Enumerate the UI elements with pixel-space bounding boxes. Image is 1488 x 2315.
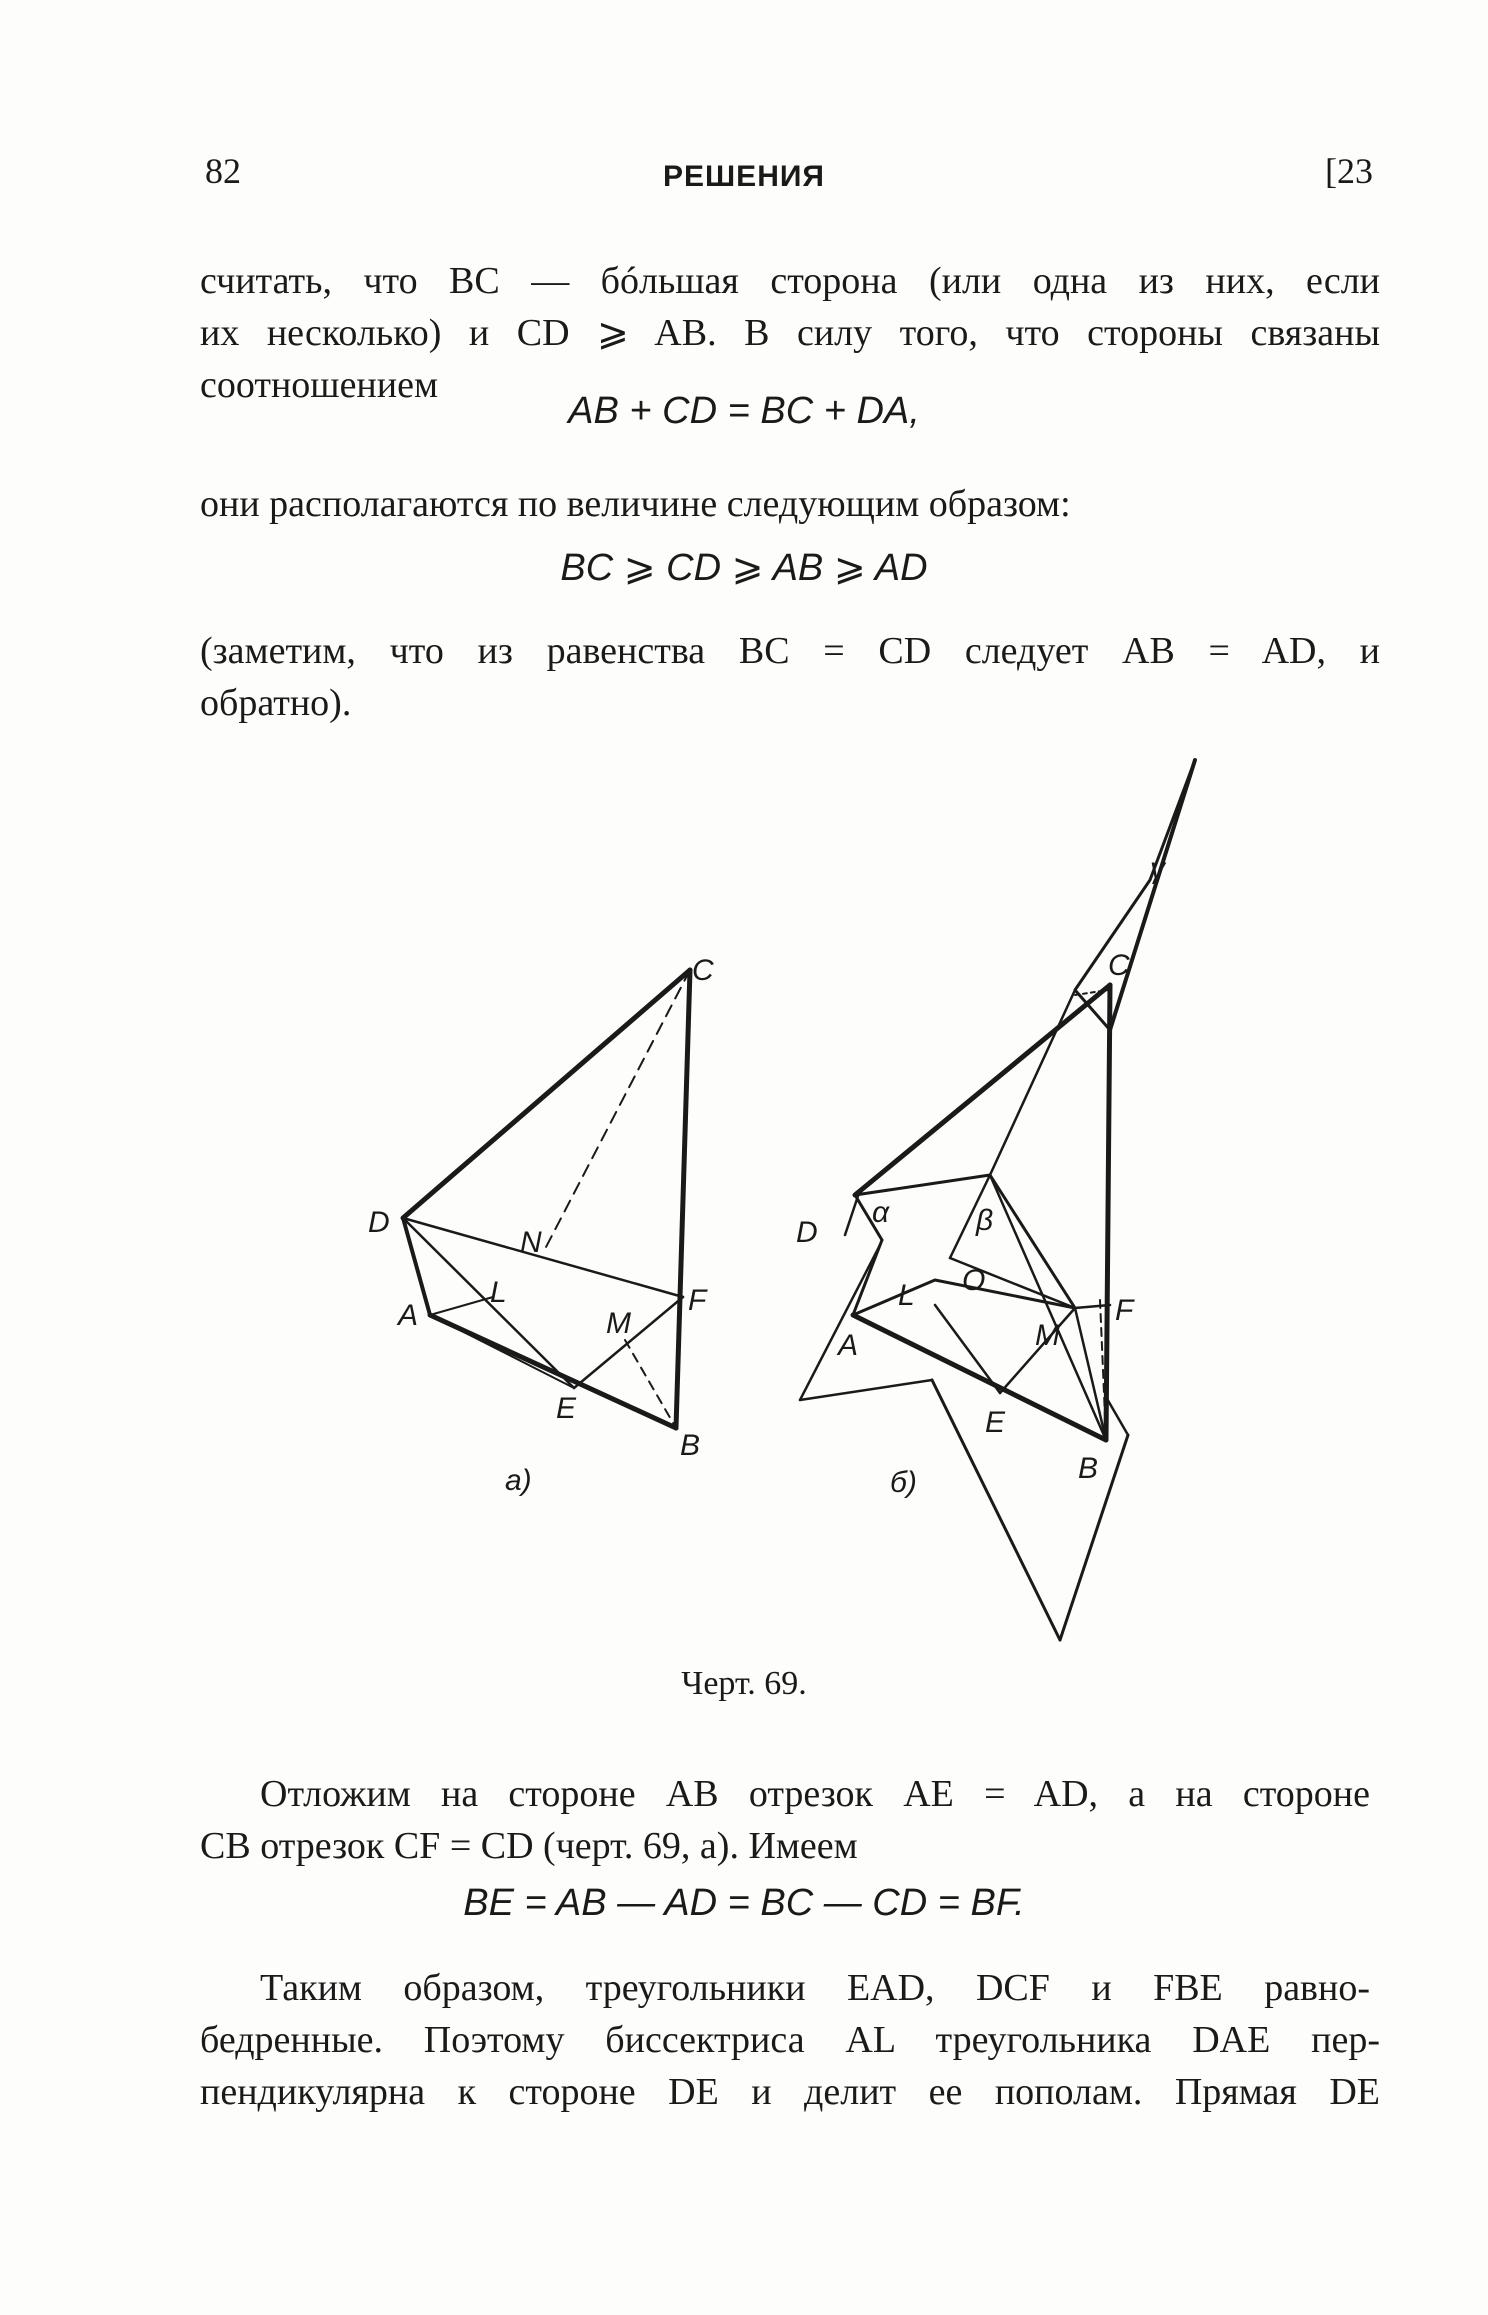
paragraph-conclusion-cont — [200, 2014, 1380, 2118]
running-title: РЕШЕНИЯ — [663, 160, 825, 193]
point-label-gamma-b: γ — [1150, 852, 1165, 885]
point-label-n-a: N — [520, 1226, 542, 1259]
point-label-c-b: C — [1108, 949, 1130, 982]
text-line: соотношением — [200, 364, 439, 406]
text-line: они располагаются по величине следующим образом: — [200, 483, 1071, 525]
page-number: 82 — [205, 151, 241, 191]
point-label-m-b: M — [1035, 1319, 1060, 1352]
figure-caption: Черт. 69. — [681, 1665, 807, 1702]
panel-a-label: a) — [505, 1464, 532, 1497]
text-line: обратно). — [200, 682, 352, 724]
point-label-f-b: F — [1115, 1294, 1134, 1327]
point-label-c-a: C — [692, 954, 714, 987]
point-label-a-a: A — [398, 1299, 419, 1332]
text-line: Таким образом, треугольники EAD, DCF и FBE равно- — [260, 1967, 1370, 2009]
paragraph-construction — [260, 1768, 1370, 1820]
section-number: [23 — [1325, 151, 1373, 191]
panel-b-drawing — [800, 760, 1195, 1640]
point-label-e-b: E — [985, 1406, 1006, 1439]
text-line: считать, что BC — бóльшая сторона (или одна из них, если — [200, 260, 1380, 302]
formula-inequality: BC ⩾ CD ⩾ AB ⩾ AD — [560, 547, 928, 589]
formula-difference: BE = AB — AD = BC — CD = BF. — [463, 1882, 1025, 1924]
point-label-b-a: B — [680, 1429, 701, 1462]
text-line: пендикулярна к стороне DE и делит ее пополам. Прямая DE — [200, 2071, 1380, 2113]
text-line: их несколько) и CD ⩾ AB. В силу того, что стороны связаны — [200, 312, 1380, 354]
point-label-l-a: L — [490, 1276, 507, 1309]
point-label-a-b: A — [838, 1329, 859, 1362]
formula-sum: AB + CD = BC + DA, — [568, 390, 920, 432]
point-label-o-b: O — [962, 1264, 986, 1297]
text-line: (заметим, что из равенства BC = CD следует AB = AD, и — [200, 630, 1380, 672]
point-label-f-a: F — [688, 1284, 707, 1317]
text-line: CB отрезок CF = CD (черт. 69, a). Имеем — [200, 1825, 858, 1867]
point-label-l-b: L — [898, 1279, 915, 1312]
point-label-d-b: D — [796, 1216, 818, 1249]
point-label-m-a: M — [606, 1307, 631, 1340]
text-line: бедренные. Поэтому биссектриса AL треугольника DAE пер- — [200, 2019, 1380, 2061]
panel-a-drawing — [403, 970, 690, 1428]
point-label-b-b: B — [1078, 1452, 1099, 1485]
panel-b-label: б) — [890, 1466, 917, 1499]
paragraph-construction-cont — [200, 1820, 1380, 1872]
point-label-d-a: D — [368, 1206, 390, 1239]
point-label-e-a: E — [556, 1392, 577, 1425]
paragraph-conclusion — [260, 1962, 1370, 2014]
text-line: Отложим на стороне AB отрезок AE = AD, а на стороне — [260, 1773, 1370, 1815]
point-label-alpha-b: α — [872, 1196, 890, 1229]
point-label-beta-b: β — [976, 1204, 994, 1237]
